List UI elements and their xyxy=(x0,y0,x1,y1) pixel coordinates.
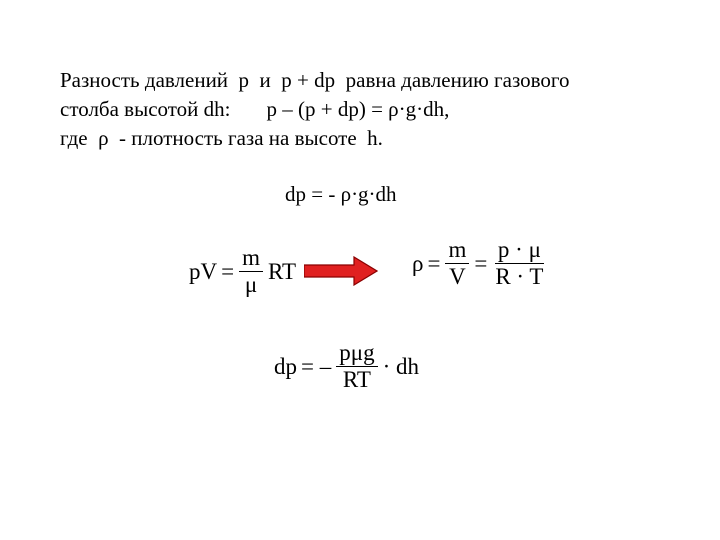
formula2-fraction-1 xyxy=(445,237,469,290)
formula3-numerator: pμg xyxy=(336,340,377,367)
formula1-denominator: μ xyxy=(244,272,258,297)
paragraph-line-2-text: столба высотой dh: xyxy=(60,97,231,121)
paragraph-line-3 xyxy=(60,124,570,153)
text-paragraph xyxy=(60,66,570,153)
formula2-equals-1: = xyxy=(427,250,441,276)
formula1-equals: = xyxy=(221,258,235,284)
formula2-equals-2: = xyxy=(474,250,488,276)
paragraph-line-1-text: Разность давлений p и p + dp равна давлению газового xyxy=(60,68,570,92)
formula2-fraction-1-numerator: m xyxy=(445,237,469,264)
pressure-gradient-formula xyxy=(272,340,421,393)
dp-equation: dp = - ρ·g·dh xyxy=(285,182,397,206)
formula2-fraction-2-numerator: p · μ xyxy=(495,237,544,264)
paragraph-line-1 xyxy=(60,66,570,95)
formula1-fraction xyxy=(239,245,263,298)
right-arrow-icon xyxy=(304,256,378,286)
formula1-lhs: pV xyxy=(189,258,218,284)
ideal-gas-formula xyxy=(187,245,298,298)
formula2-fraction-2 xyxy=(492,237,546,290)
pressure-difference-formula: p – (p + dp) = ρ·g·dh, xyxy=(266,97,450,121)
formula3-equals: = – xyxy=(301,353,332,379)
formula3-fraction xyxy=(336,340,377,393)
density-formula xyxy=(410,237,549,290)
formula2-fraction-2-denominator: R · T xyxy=(495,264,544,289)
formula1-numerator: m xyxy=(239,245,263,272)
formula3-lhs: dp xyxy=(274,353,297,379)
formula3-denominator: RT xyxy=(342,367,371,392)
paragraph-line-2 xyxy=(60,95,570,124)
formula3-rhs: · dh xyxy=(382,353,419,379)
paragraph-line-3-text: где ρ - плотность газа на высоте h. xyxy=(60,126,383,150)
formula1-rhs: RT xyxy=(268,258,297,284)
formula2-lhs: ρ xyxy=(412,250,424,276)
formula2-fraction-1-denominator: V xyxy=(449,264,466,289)
